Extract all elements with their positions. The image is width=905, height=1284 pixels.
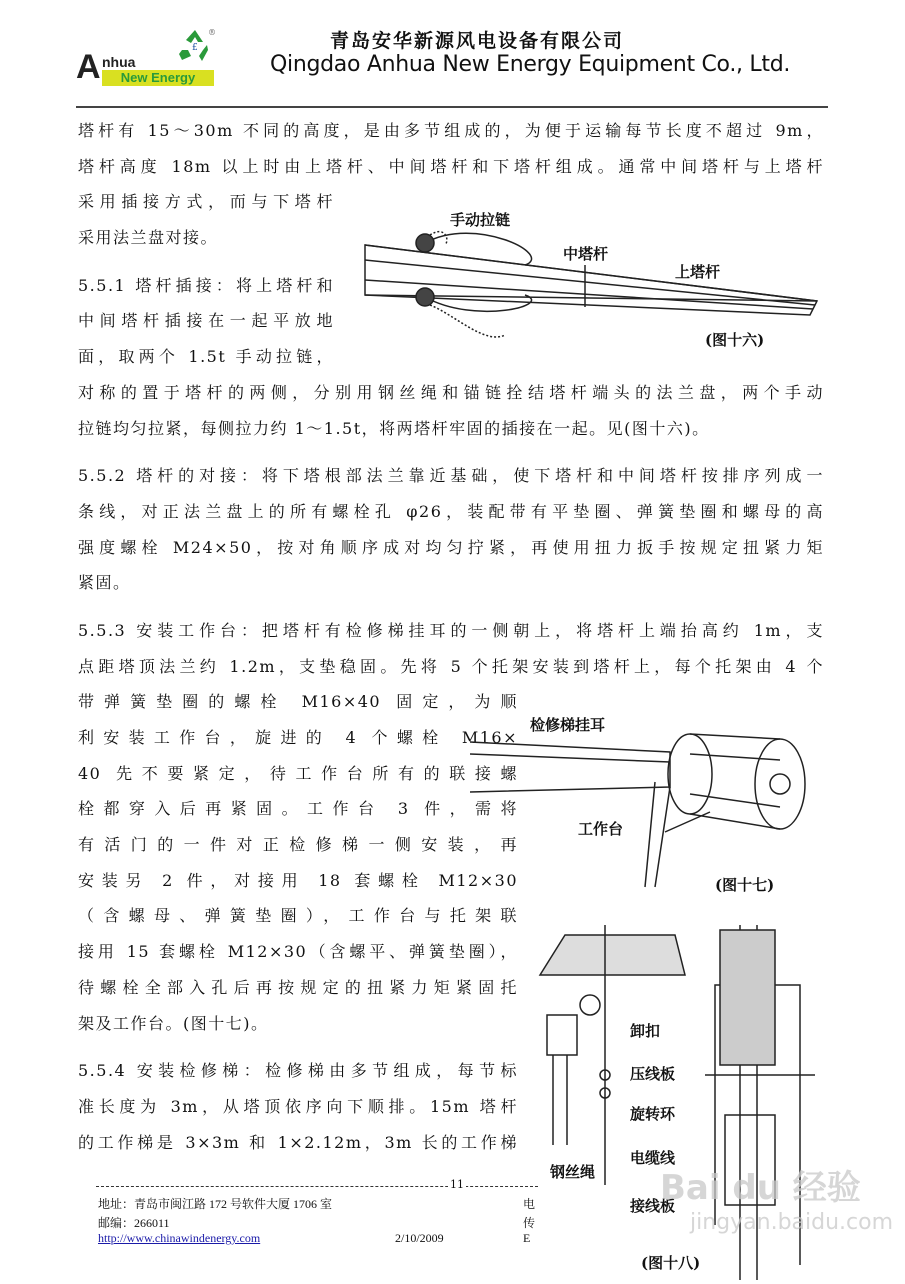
company-name-en: Qingdao Anhua New Energy Equipment Co., Ltd. <box>270 52 791 77</box>
text-line: 拉链均匀拉紧，每侧拉力约 1～1.5t，将两塔杆牢固的插接在一起。见(图十六)。 <box>78 418 710 438</box>
logo-letter: A <box>76 48 101 86</box>
text-line: 带弹簧垫圈的螺栓 M16×40 固定，为顺 <box>78 692 518 712</box>
svg-text:£: £ <box>192 43 198 53</box>
footer-date: 2/10/2009 <box>395 1231 444 1245</box>
logo-text-bottom: New Energy <box>102 70 214 86</box>
text-line: 5.5.3 安装工作台：把塔杆有检修梯挂耳的一侧朝上，将塔杆上端抬高约 1m，支 <box>78 620 824 640</box>
text-line: 有活门的一件对正检修梯一侧安装，再 <box>78 835 518 855</box>
text-line: 接用 15 套螺栓 M12×30（含螺平、弹簧垫圈）， <box>78 942 518 962</box>
text-line: 点距塔顶法兰约 1.2m，支垫稳固。先将 5 个托架安装到塔杆上，每个托架由 4 个 <box>78 656 824 676</box>
company-logo <box>76 28 216 86</box>
recycle-icon <box>178 28 212 62</box>
text-line: 利安装工作台，旋进的 4 个螺栓 M16× <box>78 728 518 747</box>
label-ladder-ear: 检修梯挂耳 <box>530 716 606 734</box>
figure-18-caption: (图十八) <box>641 1254 701 1272</box>
label-wire-rope: 钢丝绳 <box>550 1163 596 1181</box>
label-middle-tower: 中塔杆 <box>563 245 609 263</box>
text-line: 强度螺栓 M24×50，按对角顺序成对均匀拧紧，再使用扭力扳手按规定扭紧力矩 <box>78 537 824 557</box>
work-platform-drawing <box>470 712 840 902</box>
text-line: 紧固。 <box>78 573 131 593</box>
text-line: 40 先不要紧定，待工作台所有的联接螺 <box>78 763 518 783</box>
footer-divider <box>96 1186 538 1187</box>
text-line: （含螺母、弹簧垫圈），工作台与托架联 <box>78 906 518 926</box>
footer-address: 地址：青岛市闽江路 172 号软件大厦 1706 室 <box>98 1197 333 1211</box>
footer-postcode: 邮编：266011 <box>98 1216 170 1230</box>
label-clamp-plate: 压线板 <box>630 1065 676 1083</box>
footer-email-label: E <box>523 1231 531 1245</box>
text-line: 中间塔杆插接在一起平放地 <box>78 311 334 331</box>
text-line: 塔杆高度 18m 以上时由上塔杆、中间塔杆和下塔杆组成。通常中间塔杆与上塔杆 <box>78 156 824 176</box>
text-line: 面，取两个 1.5t 手动拉链， <box>78 347 334 367</box>
watermark-brand: Bai du 经验 <box>660 1168 861 1208</box>
text-line: 栓都穿入后再紧固。工作台 3 件，需将 <box>78 799 518 819</box>
figure-16 <box>355 205 835 355</box>
text-line: 5.5.2 塔杆的对接：将下塔根部法兰靠近基础，使下塔杆和中间塔杆按排序列成一 <box>78 466 824 486</box>
figure-17 <box>470 712 840 902</box>
label-power-cable: 电缆线 <box>630 1149 676 1167</box>
page-number: 11 <box>450 1178 464 1191</box>
label-manual-chain: 手动拉链 <box>450 211 511 229</box>
text-line: 条线，对正法兰盘上的所有螺栓孔 φ26，装配带有平垫圈、弹簧垫圈和螺母的高 <box>78 501 824 521</box>
watermark-domain: jingyan.baidu.com <box>690 1210 894 1235</box>
text-line: 5.5.4 安装检修梯：检修梯由多节组成，每节标 <box>78 1061 518 1081</box>
text-line: 准长度为 3m，从塔顶依序向下顺排。15m 塔杆 <box>78 1096 518 1116</box>
label-swivel-ring: 旋转环 <box>630 1105 676 1123</box>
label-shackle: 卸扣 <box>630 1022 661 1040</box>
text-line: 架及工作台。(图十七)。 <box>78 1013 269 1033</box>
text-line: 5.5.1 塔杆插接：将上塔杆和 <box>78 275 334 295</box>
text-line: 的工作梯是 3×3m 和 1×2.12m，3m 长的工作梯 <box>78 1132 518 1152</box>
footer-fax-label: 传 <box>523 1216 536 1230</box>
logo-text-top: nhua <box>102 54 136 70</box>
paragraph <box>78 458 826 601</box>
header-divider <box>76 106 828 108</box>
text-line: 安装另 2 件，对接用 18 套螺栓 M12×30 <box>78 870 518 890</box>
company-name-cn: 青岛安华新源风电设备有限公司 <box>330 30 625 52</box>
text-line: 采用插接方式，而与下塔杆 <box>78 192 334 212</box>
label-terminal-board: 接线板 <box>630 1197 676 1215</box>
label-platform: 工作台 <box>578 820 624 838</box>
label-upper-tower: 上塔杆 <box>675 263 721 281</box>
text-line: 塔杆有 15～30m 不同的高度，是由多节组成的，为便于运输每节长度不超过 9m， <box>78 121 824 140</box>
text-line: 待螺栓全部入孔后再按规定的扭紧力矩紧固托 <box>78 977 518 997</box>
text-line: 对称的置于塔杆的两侧，分别用钢丝绳和锚链拴结塔杆端头的法兰盘，两个手动 <box>78 382 824 402</box>
figure-17-caption: (图十七) <box>715 876 775 894</box>
registered-mark: ® <box>208 28 216 37</box>
footer-phone-label: 电 <box>523 1197 536 1211</box>
text-line: 采用法兰盘对接。 <box>78 228 219 248</box>
footer-website-link[interactable]: http://www.chinawindenergy.com <box>98 1231 261 1245</box>
figure-16-caption: (图十六) <box>705 331 765 349</box>
